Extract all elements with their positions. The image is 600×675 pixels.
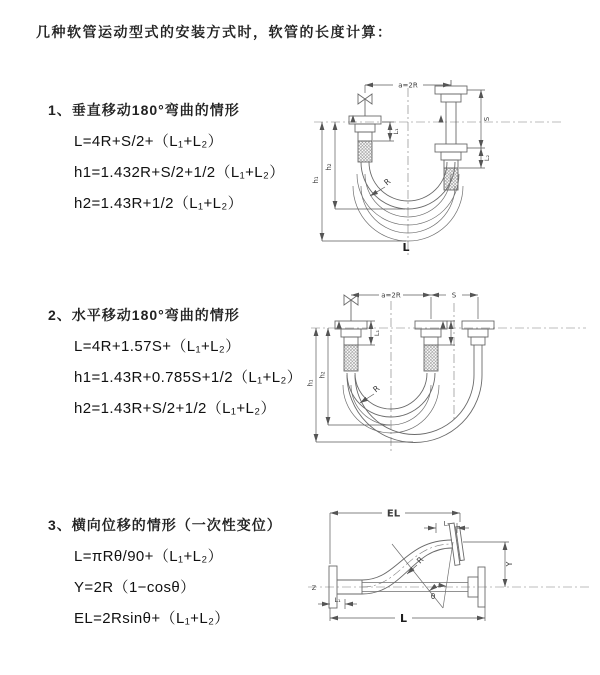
formula-2-L: L=4R+1.57S+（L₁+L₂） — [74, 338, 241, 355]
hose-assembly-right — [435, 80, 467, 190]
dim-label-h1: h₁ — [312, 176, 320, 184]
diagram-lateral-displacement — [300, 500, 600, 650]
dimensions — [307, 292, 479, 443]
angle-label: θ — [430, 592, 436, 601]
radius-label: R — [382, 176, 393, 188]
formula-2-h2: h2=1.43R+S/2+1/2（L₁+L₂） — [74, 400, 276, 417]
length-label: L — [402, 241, 410, 254]
dim-label-l1: L₁ — [392, 128, 400, 135]
section-2 — [48, 305, 328, 418]
dim-label-h2: h₂ — [318, 371, 327, 379]
formula-1-h2: h2=1.43R+1/2（L₁+L₂） — [74, 195, 244, 212]
section-2-heading: 2、水平移动180°弯曲的情形 — [48, 307, 240, 323]
dim-label-a2r: a=2R — [381, 291, 401, 300]
dim-label-s: S — [451, 291, 457, 300]
radius-label: R — [371, 383, 382, 395]
hose-assembly-left — [349, 94, 381, 162]
braided-hose-section — [358, 141, 372, 162]
braided-hose-section — [424, 345, 438, 371]
hose-s-curve — [362, 540, 452, 594]
section-1-heading: 1、垂直移动180°弯曲的情形 — [48, 102, 240, 118]
dim-label-s: S — [483, 116, 491, 122]
section-3 — [48, 515, 328, 628]
section-3-heading: 3、横向位移的情形（一次性变位） — [48, 517, 282, 533]
centerlines — [311, 301, 586, 453]
diagram-horizontal-180-bend — [306, 283, 598, 460]
braided-hose-section — [344, 345, 358, 371]
dim-label-l2: L₂ — [483, 154, 491, 162]
dimensions — [312, 82, 491, 255]
dim-label-l1: L₁ — [373, 329, 381, 337]
u-bend-hoses — [343, 373, 482, 443]
page-title: 几种软管运动型式的安装方式时，软管的长度计算： — [36, 24, 393, 40]
formula-2-h1: h1=1.43R+0.785S+1/2（L₁+L₂） — [74, 369, 303, 386]
formula-3-EL: EL=2Rsinθ+（L₁+L₂） — [74, 610, 230, 627]
radius-label: R — [415, 555, 426, 566]
section-1 — [48, 100, 328, 213]
hose-assembly-left — [335, 295, 367, 371]
hose-assembly-right — [462, 321, 494, 375]
dim-label-y: Y — [505, 561, 514, 567]
dim-label-l2: L₂ — [443, 519, 450, 528]
dim-label-h1: h₁ — [306, 379, 315, 387]
centerlines — [308, 544, 590, 587]
centerline-mark: Z — [311, 584, 317, 592]
formula-3-Y: Y=2R（1−cosθ） — [74, 579, 196, 596]
length-label: L — [399, 612, 408, 625]
formula-1-h1: h1=1.432R+S/2+1/2（L₁+L₂） — [74, 164, 285, 181]
formula-3-L: L=πRθ/90+（L₁+L₂） — [74, 548, 223, 565]
dim-label-h2: h₂ — [325, 163, 333, 171]
dim-label-l1: L₁ — [334, 596, 341, 604]
dim-label-el: EL — [386, 508, 401, 520]
formula-1-L: L=4R+S/2+（L₁+L₂） — [74, 133, 224, 150]
diagram-vertical-180-bend — [308, 72, 598, 267]
dim-label-a2r: a=2R — [398, 81, 418, 90]
centerlines — [314, 88, 564, 258]
